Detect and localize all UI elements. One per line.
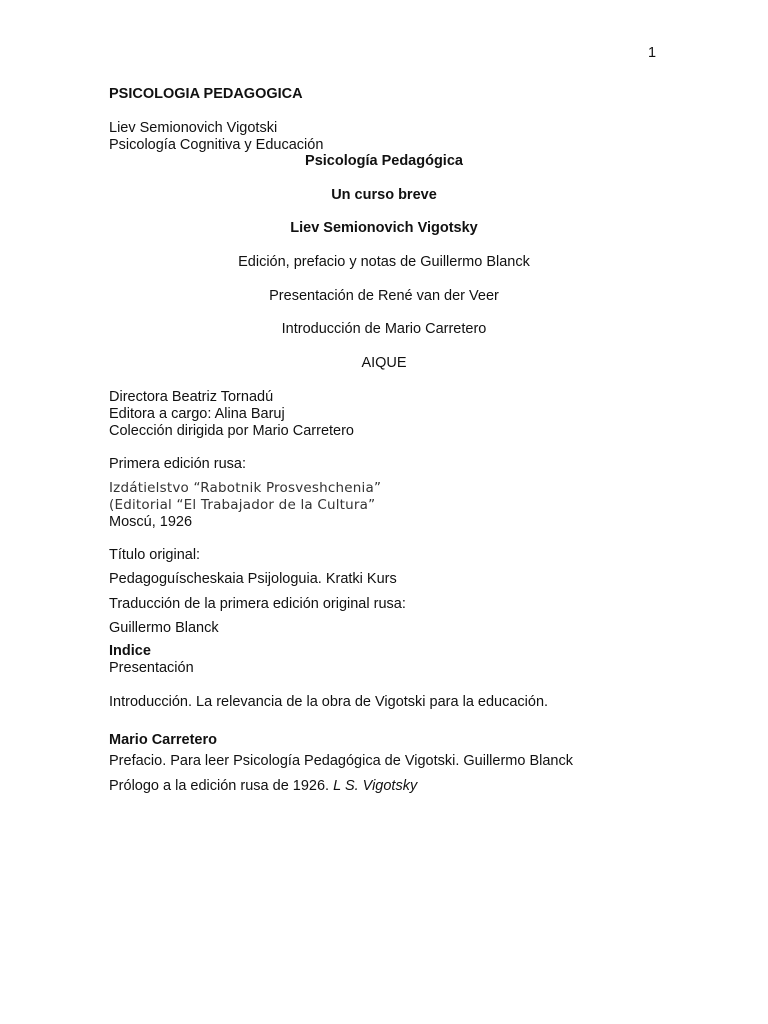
original-title-label: Título original: [109,547,201,563]
translator: Guillermo Blanck [109,620,219,636]
index-heading: Indice [109,643,151,659]
translation-label: Traducción de la primera edición original rusa: [109,596,406,612]
index-item-introduction: Introducción. La relevancia de la obra de Vigotski para la educación. [109,694,549,710]
first-edition-place-year: Moscú, 1926 [109,514,193,530]
header-title: PSICOLOGIA PEDAGOGICA [109,86,303,102]
publisher: AIQUE [361,355,407,371]
first-edition-publisher-ru: Izdátielstvo “Rabotnik Prosveshchenia” [109,480,382,496]
introduction-credit: Introducción de Mario Carretero [281,321,487,337]
category-line: Psicología Cognitiva y Educación [109,137,324,153]
index-item-prologue [109,778,417,794]
first-edition-label: Primera edición rusa: [109,456,246,472]
prologue-author: L S. Vigotsky [333,778,418,794]
index-introduction-author: Mario Carretero [109,732,217,748]
original-title-value: Pedagoguíscheskaia Psijologuia. Kratki Kurs [109,571,397,587]
credit-director: Directora Beatriz Tornadú [109,389,274,405]
index-item-presentation: Presentación [109,660,194,676]
index-item-preface: Prefacio. Para leer Psicología Pedagógica de Vigotski. Guillermo Blanck [109,753,573,769]
first-edition-publisher-es: (Editorial “El Trabajador de la Cultura” [109,497,376,513]
book-subtitle: Un curso breve [331,187,437,203]
book-author: Liev Semionovich Vigotsky [290,220,478,236]
author-line: Liev Semionovich Vigotski [109,120,278,136]
book-title: Psicología Pedagógica [305,153,463,169]
presentation-credit: Presentación de René van der Veer [269,288,499,304]
credit-editor: Editora a cargo: Alina Baruj [109,406,285,422]
edition-credit: Edición, prefacio y notas de Guillermo Blanck [238,254,530,270]
page-number: 1 [648,45,657,61]
prologue-text: Prólogo a la edición rusa de 1926. [109,778,330,794]
credit-collection: Colección dirigida por Mario Carretero [109,423,354,439]
